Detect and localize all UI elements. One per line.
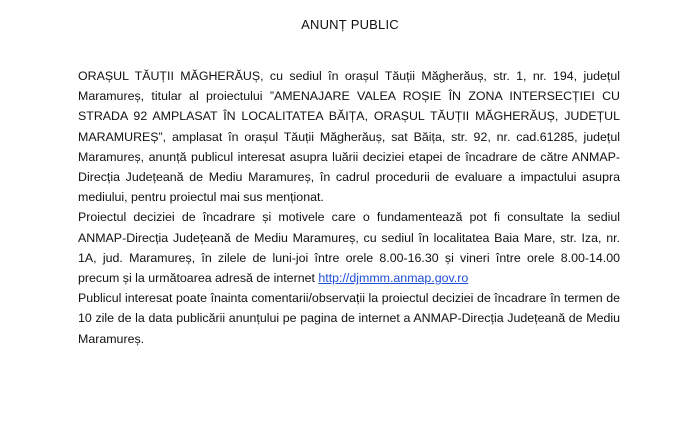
- paragraph-consultation: [78, 207, 620, 288]
- document-body: [78, 66, 620, 349]
- paragraph-comments: Publicul interesat poate înainta comentarii/observații la proiectul deciziei de încadrare în termen de 10 zile de la data publicării anunțului pe pagina de internet a ANMAP-Direcția Județeană de Mediu Maramureș.: [78, 291, 620, 346]
- paragraph-announcement: ORAȘUL TĂUȚII MĂGHERĂUȘ, cu sediul în orașul Tăuții Măgherăuș, str. 1, nr. 194, județul Maramureș, titular al proiectului ”AMENAJARE VALEA ROȘIE ÎN ZONA INTERSECȚIEI CU STRADA 92 AMPLASAT ÎN LOCALITATEA BĂIȚA, ORAȘUL TĂUȚII MĂGHERĂUȘ, JUDEȚUL MARAMUREȘ”, amplasat în orașul Tăuții Măgherăuș, sat Băița, str. 92, nr. cad.61285, județul Maramureș, anunță publicul interesat asupra luării deciziei etapei de încadrare de către ANMAP-Direcția Județeană de Mediu Maramureș, în cadrul procedurii de evaluare a impactului asupra mediului, pentru proiectul mai sus menționat.: [78, 69, 620, 205]
- paragraph-consultation-text: Proiectul deciziei de încadrare și motivele care o fundamentează pot fi consultate la sediul ANMAP-Direcția Județeană de Mediu Maramureș, cu sediul în localitatea Baia Mare, str. Iza, nr. 1A, jud. Maramureș, în zilele de luni-joi între orele 8.00-16.30 și vineri între orele 8.00-14.00 precum și la următoarea adresă de internet: [78, 210, 620, 286]
- website-link[interactable]: http://djmmm.anmap.gov.ro: [318, 271, 469, 286]
- document-title: ANUNȚ PUBLIC: [301, 17, 399, 32]
